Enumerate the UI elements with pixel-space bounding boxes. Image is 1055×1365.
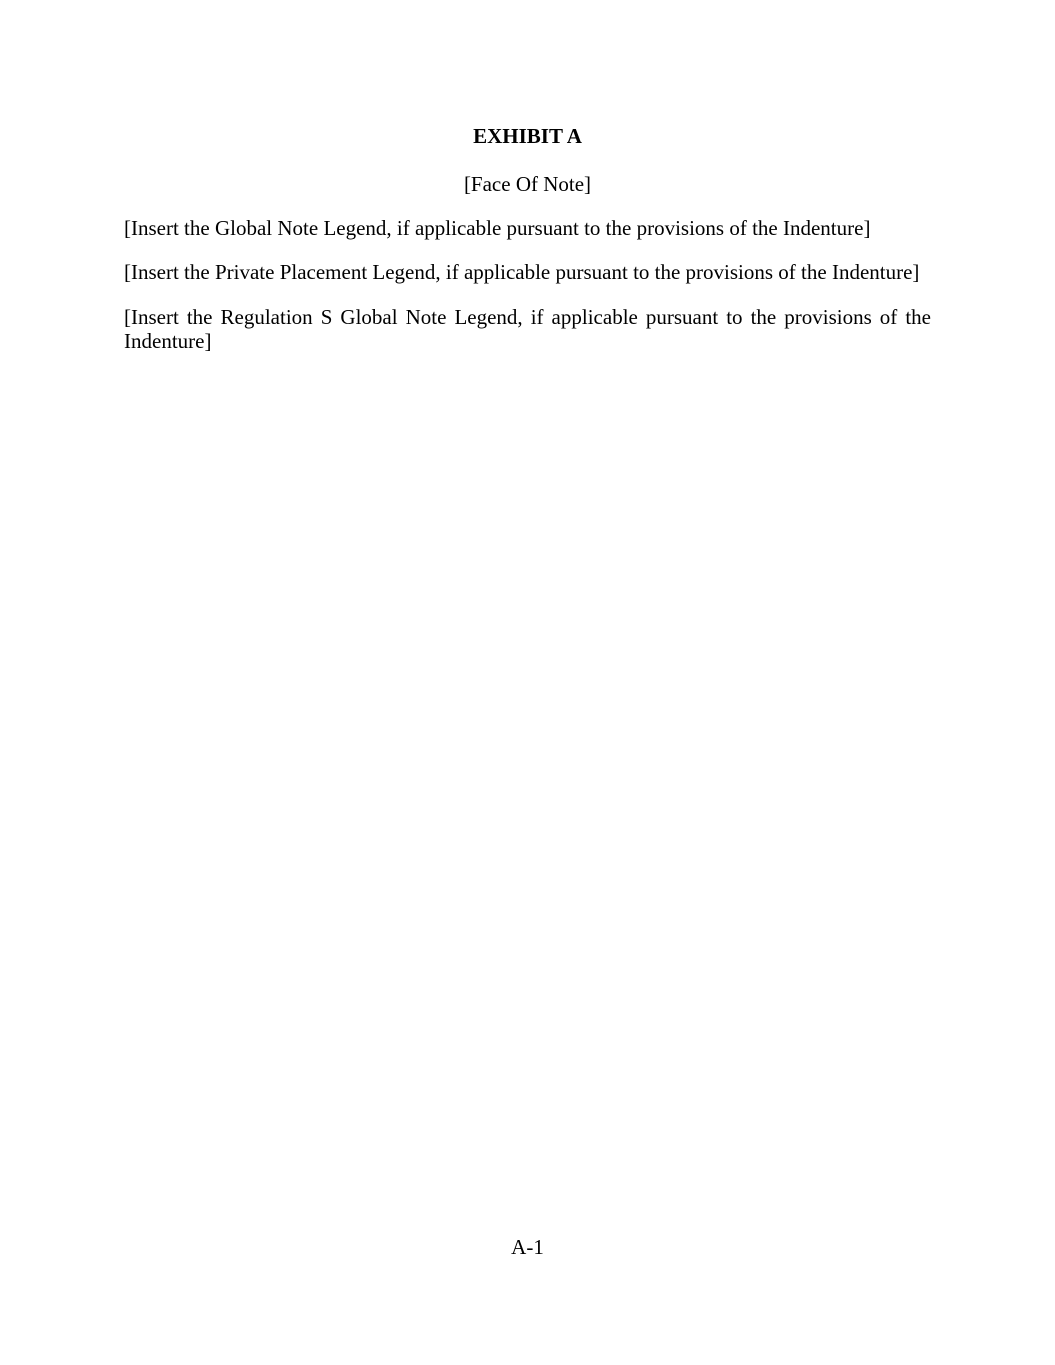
regulation-s-legend-paragraph: [Insert the Regulation S Global Note Legend, if applicable pursuant to the provisions of the Indenture] (124, 305, 931, 353)
global-note-legend-paragraph: [Insert the Global Note Legend, if applicable pursuant to the provisions of the Indenture] (124, 216, 871, 240)
page-number: A-1 (511, 1235, 544, 1259)
face-of-note-subtitle: [Face Of Note] (463, 172, 592, 196)
private-placement-legend-paragraph: [Insert the Private Placement Legend, if applicable pursuant to the provisions of the Indenture] (124, 260, 920, 284)
exhibit-title: EXHIBIT A (473, 124, 582, 148)
